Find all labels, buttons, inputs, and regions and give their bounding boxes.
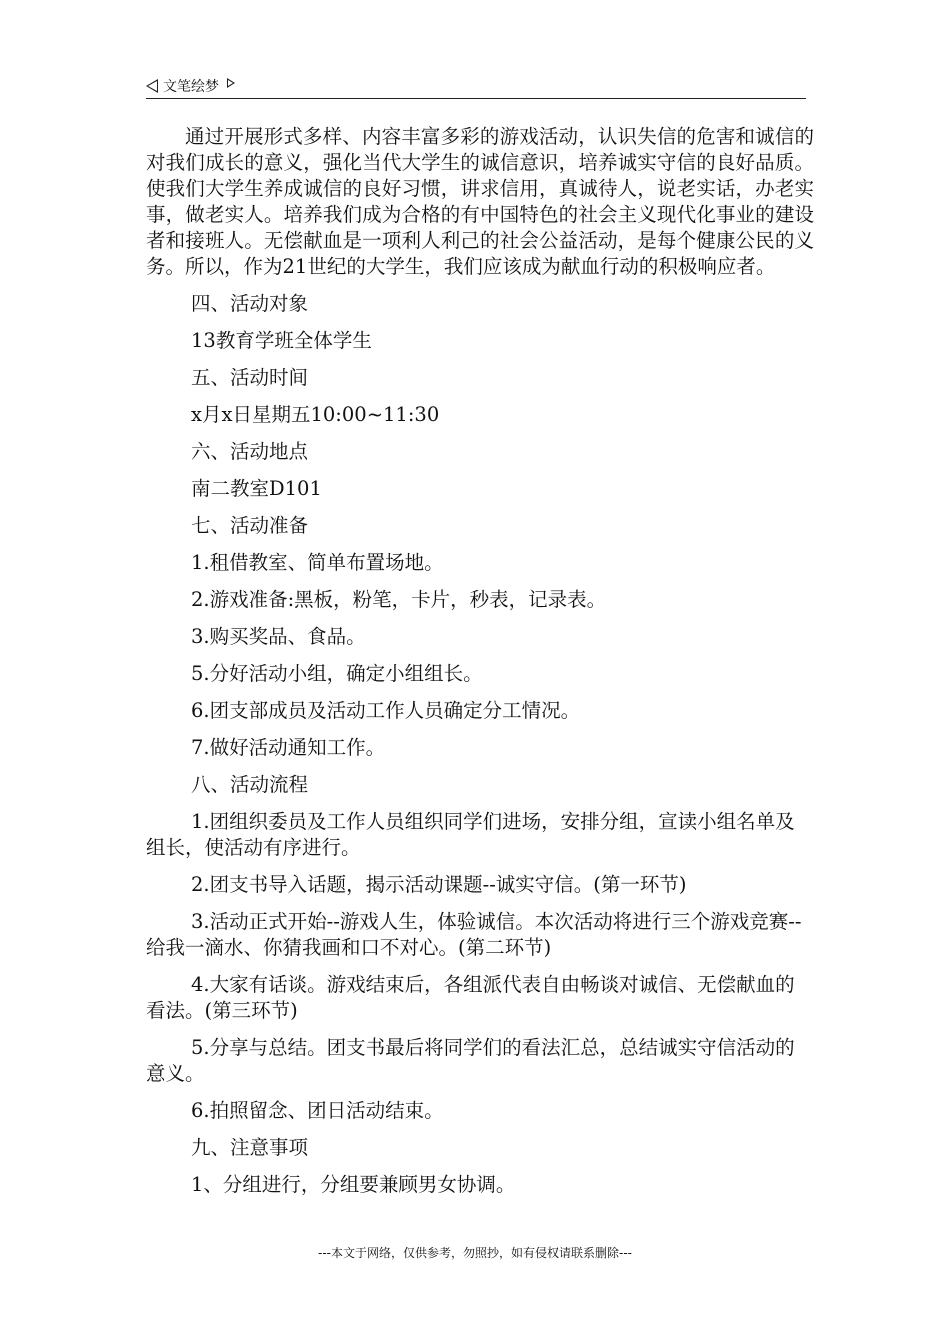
footer-disclaimer: ---本文于网络，仅供参考，勿照抄，如有侵权请联系删除---	[318, 1246, 632, 1260]
list-item: 5.分好活动小组，确定小组组长。	[191, 662, 483, 685]
list-item: 6.团支部成员及活动工作人员确定分工情况。	[191, 699, 581, 722]
list-item: 7.做好活动通知工作。	[191, 736, 386, 759]
list-item: 1.团组织委员及工作人员组织同学们进场，安排分组，宣读小组名单及组长，使活动有序进行。	[146, 810, 795, 859]
list-item: 5.分享与总结。团支书最后将同学们的看法汇总，总结诚实守信活动的意义。	[146, 1036, 795, 1085]
place-value: 南二教室D101	[191, 477, 322, 500]
list-item: 4.大家有话谈。游戏结束后，各组派代表自由畅谈对诚信、无偿献血的看法。(第三环节)	[146, 973, 795, 1022]
section-heading-prep: 七、活动准备	[191, 514, 309, 537]
list-item: 1、分组进行，分组要兼顾男女协调。	[191, 1173, 516, 1196]
intro-paragraph: 通过开展形式多样、内容丰富多彩的游戏活动，认识失信的危害和诚信的对我们成长的意义，强化当代大学生的诚信意识，培养诚实守信的良好品质。使我们大学生养成诚信的良好习惯，讲求信用，真诚待人，说老实话，办老实事，做老实人。培养我们成为合格的有中国特色的社会主义现代化事业的建设者和接班人。无偿献血是一项利人利己的社会公益活动，是每个健康公民的义务。所以，作为21世纪的大学生，我们应该成为献血行动的积极响应者。	[146, 125, 814, 278]
section-heading-target: 四、活动对象	[191, 292, 309, 315]
section-heading-flow: 八、活动流程	[191, 773, 309, 796]
list-item: 6.拍照留念、团日活动结束。	[191, 1099, 444, 1122]
section-heading-notes: 九、注意事项	[191, 1136, 309, 1159]
list-item: 2.游戏准备:黑板，粉笔，卡片，秒表，记录表。	[191, 588, 607, 611]
list-item: 2.团支书导入话题，揭示活动课题--诚实守信。(第一环节)	[191, 873, 687, 896]
document-body	[146, 124, 814, 1198]
section-heading-place: 六、活动地点	[191, 440, 309, 463]
target-value: 13教育学班全体学生	[191, 329, 372, 352]
list-item: 3.购买奖品、食品。	[191, 625, 366, 648]
header-title: 文笔绘梦	[163, 79, 219, 95]
triangle-right-icon	[227, 78, 235, 88]
list-item: 3.活动正式开始--游戏人生，体验诚信。本次活动将进行三个游戏竞赛--给我一滴水、你猜我画和口不对心。(第二环节)	[146, 910, 802, 959]
list-item: 1.租借教室、简单布置场地。	[191, 551, 444, 574]
section-heading-time: 五、活动时间	[191, 366, 309, 389]
page-header	[146, 74, 806, 99]
triangle-left-icon	[146, 79, 158, 93]
time-value: x月x日星期五10:00~11:30	[191, 403, 440, 426]
